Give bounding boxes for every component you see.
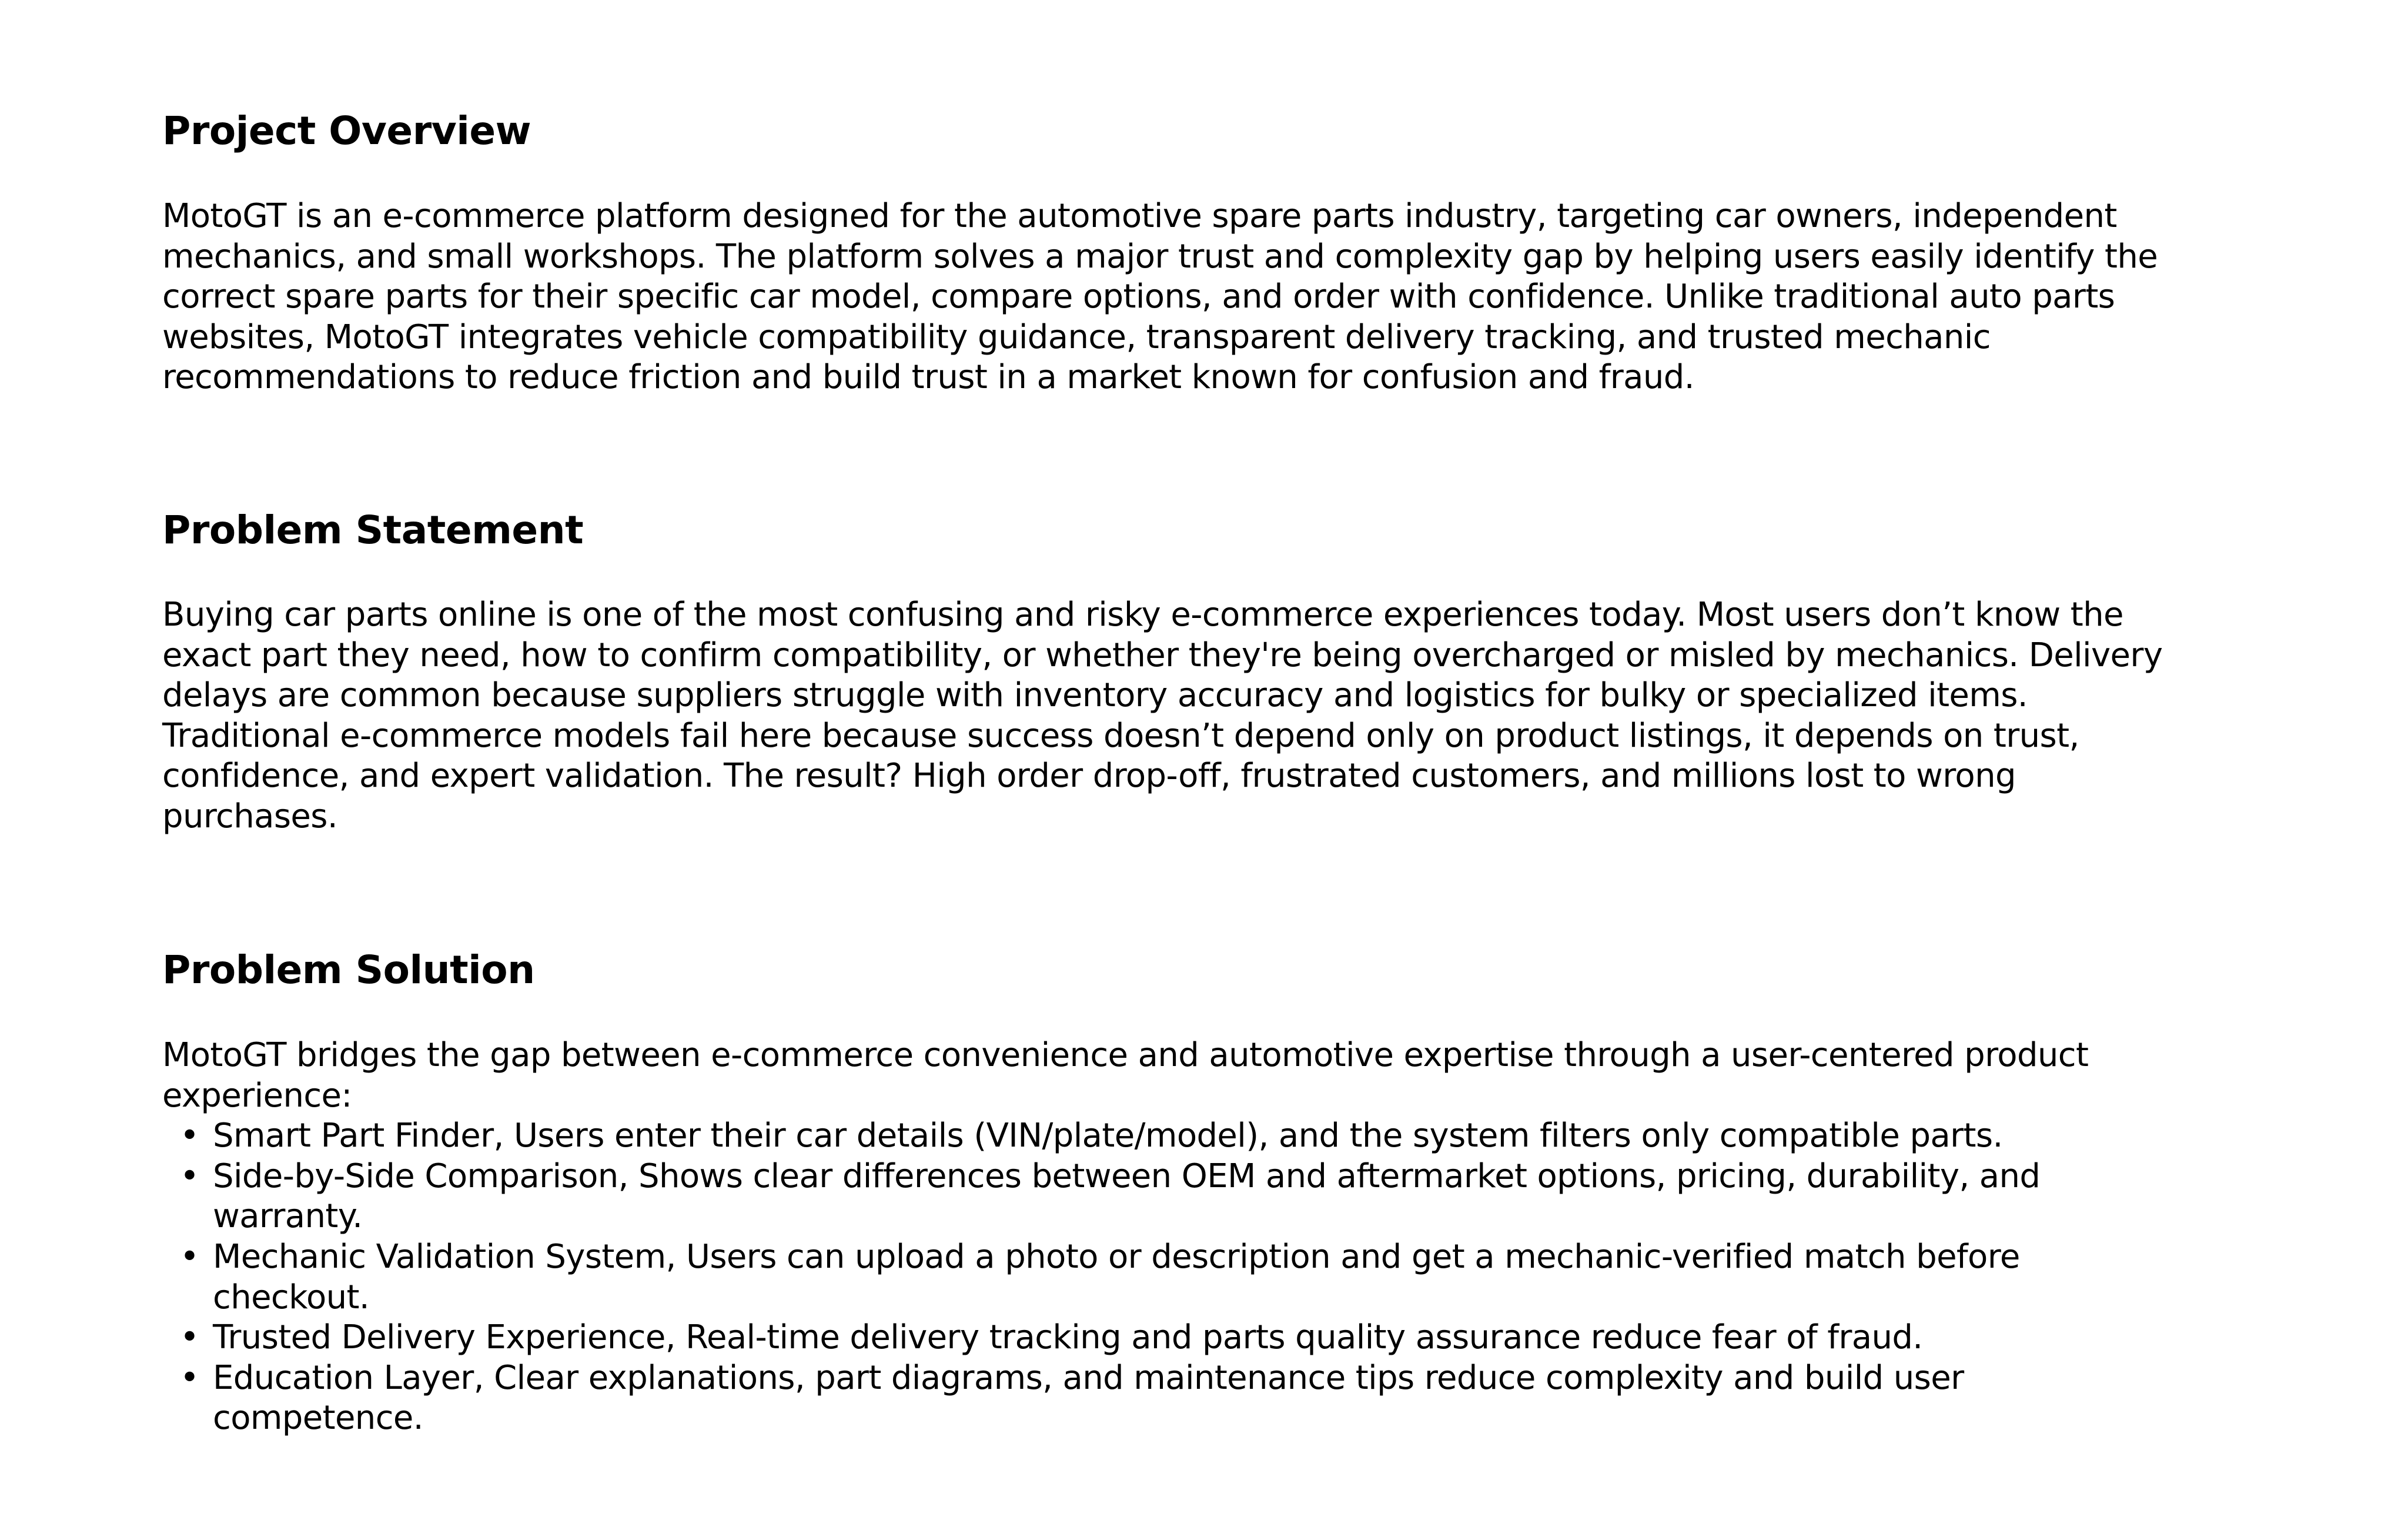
bullet-dot-icon: • (180, 1117, 199, 1155)
bullet-dot-icon: • (180, 1358, 199, 1397)
bullet-item-mechanic-validation (162, 1237, 2088, 1318)
bullet-line: Mechanic Validation System, Users can upload a photo or description and get a mechanic-verified match before (213, 1237, 2020, 1276)
paragraph-line: mechanics, and small workshops. The platform solves a major trust and complexity gap by helping users easily identify the (162, 237, 2158, 276)
paragraph-line: confidence, and expert validation. The result? High order drop-off, frustrated customers, and millions lost to wrong (162, 757, 2016, 796)
bullet-item-side-by-side-comparison (162, 1157, 2088, 1237)
bullet-dot-icon: • (180, 1237, 199, 1276)
paragraph-line: MotoGT bridges the gap between e-commerce convenience and automotive expertise through a user-centered product (162, 1036, 2089, 1074)
bullet-dot-icon: • (180, 1157, 199, 1195)
bullet-line: Side-by-Side Comparison, Shows clear differences between OEM and aftermarket options, pricing, durability, and (213, 1157, 2041, 1195)
bullet-line: warranty. (213, 1197, 363, 1236)
bullet-item-smart-part-finder (162, 1116, 2088, 1157)
paragraph-line: MotoGT is an e-commerce platform designed for the automotive spare parts industry, targeting car owners, independent (162, 197, 2117, 235)
bullet-dot-icon: • (180, 1318, 199, 1357)
paragraph-line: delays are common because suppliers struggle with inventory accuracy and logistics for bulky or specialized items. (162, 676, 2028, 715)
problem-solution-content (162, 1035, 2088, 1439)
bullet-line: Trusted Delivery Experience, Real-time delivery tracking and parts quality assurance reduce fear of fraud. (213, 1318, 1923, 1357)
project-overview-heading: Project Overview (162, 108, 531, 153)
paragraph-line: experience: (162, 1076, 352, 1115)
bullet-line: checkout. (213, 1278, 370, 1317)
paragraph-line: websites, MotoGT integrates vehicle compatibility guidance, transparent delivery tracking, and trusted mechanic (162, 318, 1991, 356)
bullet-item-education-layer (162, 1358, 2088, 1439)
bullet-line: Smart Part Finder, Users enter their car details (VIN/plate/model), and the system filters only compatible parts. (213, 1117, 2003, 1155)
bullet-line: Education Layer, Clear explanations, part diagrams, and maintenance tips reduce complexity and build user (213, 1358, 1964, 1397)
problem-statement-heading: Problem Statement (162, 507, 584, 553)
problem-solution-intro (162, 1035, 2088, 1116)
paragraph-line: purchases. (162, 797, 338, 836)
paragraph-line: recommendations to reduce friction and build trust in a market known for confusion and fraud. (162, 358, 1694, 397)
problem-statement-paragraph (162, 595, 2162, 837)
project-overview-paragraph (162, 196, 2158, 398)
paragraph-line: exact part they need, how to confirm compatibility, or whether they're being overcharged or misled by mechanics. Delivery (162, 636, 2163, 674)
paragraph-line: Buying car parts online is one of the most confusing and risky e-commerce experiences today. Most users don’t know the (162, 596, 2123, 634)
problem-solution-heading: Problem Solution (162, 947, 535, 993)
bullet-item-trusted-delivery (162, 1318, 2088, 1358)
bullet-line: competence. (213, 1399, 423, 1438)
paragraph-line: correct spare parts for their specific car model, compare options, and order with confidence. Unlike traditional auto parts (162, 278, 2115, 316)
solution-bullet-list (162, 1116, 2088, 1439)
paragraph-line: Traditional e-commerce models fail here because success doesn’t depend only on product listings, it depends on trust, (162, 716, 2079, 755)
